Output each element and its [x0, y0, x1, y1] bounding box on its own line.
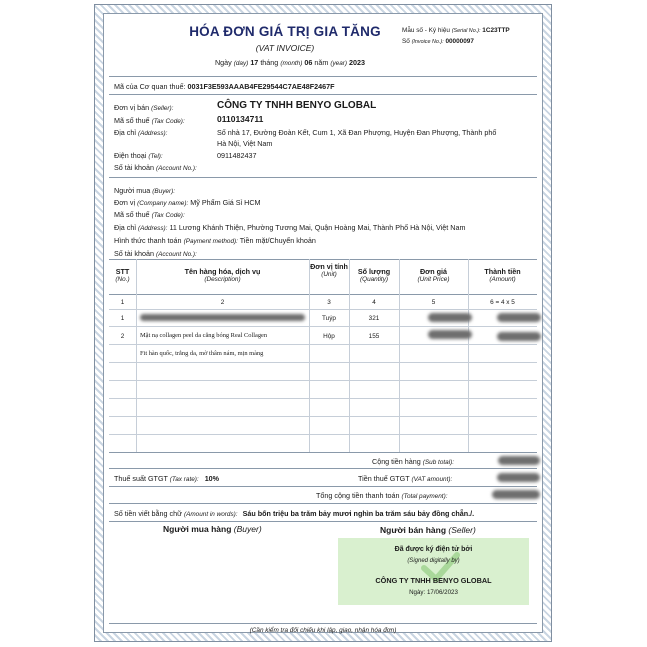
col-header-quantity: Số lượng (Quantity) — [357, 267, 391, 283]
col-header-unit: Đơn vị tính (Unit) — [310, 262, 348, 278]
invoice-title: HÓA ĐƠN GIÁ TRỊ GIA TĂNG — [189, 24, 381, 39]
row-2-amount-redacted — [497, 332, 541, 341]
table-row-line — [109, 344, 537, 345]
divider — [109, 521, 537, 522]
buyer-tax-label: Mã số thuế (Tax Code): — [114, 210, 185, 219]
table-row-line — [109, 326, 537, 327]
row-2-unit: Hộp — [323, 333, 335, 340]
table-bottom-border — [109, 452, 537, 453]
seller-phone: 0911482437 — [217, 151, 257, 160]
form-serial: Mẫu số - Ký hiệu (Serial No.): 1C23TTP — [402, 27, 510, 34]
row-1-quantity: 321 — [368, 315, 380, 322]
divider — [109, 468, 537, 469]
table-row-line — [109, 362, 537, 363]
index-cell: 6 = 4 x 5 — [490, 299, 515, 306]
table-col-line — [136, 259, 137, 452]
seller-address-label: Địa chỉ (Address): — [114, 128, 168, 137]
table-row-line — [109, 380, 537, 381]
row-2-unit-price-redacted — [428, 330, 472, 339]
index-cell: 4 — [372, 299, 376, 306]
row-1-unit-price-redacted — [428, 313, 472, 322]
divider — [109, 623, 537, 624]
table-col-line — [349, 259, 350, 452]
row-2-no: 2 — [120, 333, 125, 340]
invoice-date-line: Ngày (day) 17 tháng (month) 06 năm (year) 2023 — [214, 58, 366, 67]
seller-name: CÔNG TY TNHH BENYO GLOBAL — [217, 100, 377, 111]
subtotal-redacted — [498, 456, 540, 465]
row-1-description-redacted — [140, 314, 305, 321]
seller-address-line2: Hà Nội, Việt Nam — [217, 139, 273, 148]
signed-by-label: Đã được ký điện tử bởi — [394, 546, 473, 553]
buyer-label: Người mua (Buyer): — [114, 186, 176, 195]
divider — [109, 76, 537, 77]
buyer-signature-label: Người mua hàng (Buyer) — [163, 524, 262, 534]
signed-company: CÔNG TY TNHH BENYO GLOBAL — [375, 576, 492, 585]
subtotal-label: Cộng tiền hàng (Sub total): — [372, 457, 455, 466]
row-2-note: Fit hàn quốc, trắng da, mờ thâm nám, mịn màng — [140, 350, 264, 357]
buyer-payment-method: Hình thức thanh toán (Payment method): Tiền mặt/Chuyển khoản — [114, 236, 316, 245]
table-row-line — [109, 416, 537, 417]
col-header-no: STT (No.) — [115, 267, 130, 283]
divider — [109, 94, 537, 95]
table-row-line — [109, 309, 537, 310]
table-header-border — [109, 294, 537, 295]
digital-signature-box — [338, 538, 529, 605]
index-cell: 5 — [431, 299, 436, 306]
seller-signature-label: Người bán hàng (Seller) — [380, 525, 476, 535]
seller-account-label: Số tài khoản (Account No.): — [114, 163, 197, 172]
table-col-line — [399, 259, 400, 452]
index-cell: 2 — [220, 299, 225, 306]
table-row-line — [109, 398, 537, 399]
total-payment-redacted — [492, 490, 540, 499]
index-cell: 1 — [120, 299, 125, 306]
seller-name-label: Đơn vị bán (Seller): — [114, 103, 174, 112]
invoice-number: Số (Invoice No.): 00000097 — [402, 38, 474, 45]
seller-tax-code: 0110134711 — [217, 114, 264, 124]
total-payment-label: Tổng cộng tiền thanh toán (Total payment): — [316, 491, 448, 500]
row-2-quantity: 155 — [368, 333, 380, 340]
index-cell: 3 — [327, 299, 331, 306]
col-header-unit-price: Đơn giá (Unit Price) — [417, 267, 450, 283]
amount-in-words: Số tiền viết bằng chữ (Amount in words): Sáu bốn triệu ba trăm bảy mươi nghìn ba trăm sáu bảy đồng chẵn./. — [114, 509, 475, 518]
row-1-amount-redacted — [497, 313, 541, 322]
table-col-line — [468, 259, 469, 452]
vat-amount-redacted — [497, 473, 540, 482]
table-col-line — [309, 259, 310, 452]
divider — [109, 177, 537, 178]
col-header-description: Tên hàng hóa, dịch vụ (Description) — [184, 267, 261, 283]
seller-tax-label: Mã số thuế (Tax Code): — [114, 116, 185, 125]
row-2-description: Mặt nạ collagen peel da căng bóng Real Collagen — [140, 332, 268, 339]
row-1-unit: Tuýp — [322, 315, 336, 322]
buyer-account-label: Số tài khoản (Account No.): — [114, 249, 197, 258]
divider — [109, 486, 537, 487]
vat-amount-label: Tiền thuế GTGT (VAT amount): — [358, 474, 453, 483]
signed-date: Ngày: 17/06/2023 — [409, 589, 458, 596]
invoice-subtitle: (VAT INVOICE) — [255, 43, 315, 53]
footer-note: (Cần kiểm tra đối chiếu khi lập, giao, nhận hóa đơn) — [249, 627, 397, 634]
table-top-border — [109, 259, 537, 260]
buyer-address: Địa chỉ (Address): 11 Lương Khánh Thiện, Phường Tương Mai, Quận Hoàng Mai, Thành Phố Hà Nội, Việt Nam — [114, 223, 466, 232]
signed-by-en: (Signed digitally by) — [407, 558, 460, 564]
divider — [109, 503, 537, 504]
vat-rate: Thuế suất GTGT (Tax rate): 10% — [114, 474, 220, 483]
buyer-company: Đơn vị (Company name): Mỹ Phẩm Giá Sỉ HCM — [114, 198, 261, 207]
seller-phone-label: Điện thoại (Tel): — [114, 151, 163, 160]
seller-address-line1: Số nhà 17, Đường Đoàn Kết, Cum 1, Xã Đan Phượng, Huyện Đan Phượng, Thành phố — [217, 128, 497, 137]
table-row-line — [109, 434, 537, 435]
col-header-amount: Thành tiền (Amount) — [484, 267, 521, 283]
row-1-no: 1 — [120, 315, 125, 322]
tax-authority-code: Mã của Cơ quan thuế: 0031F3E593AAAB4FE29544C7AE48F2467F — [114, 82, 335, 91]
